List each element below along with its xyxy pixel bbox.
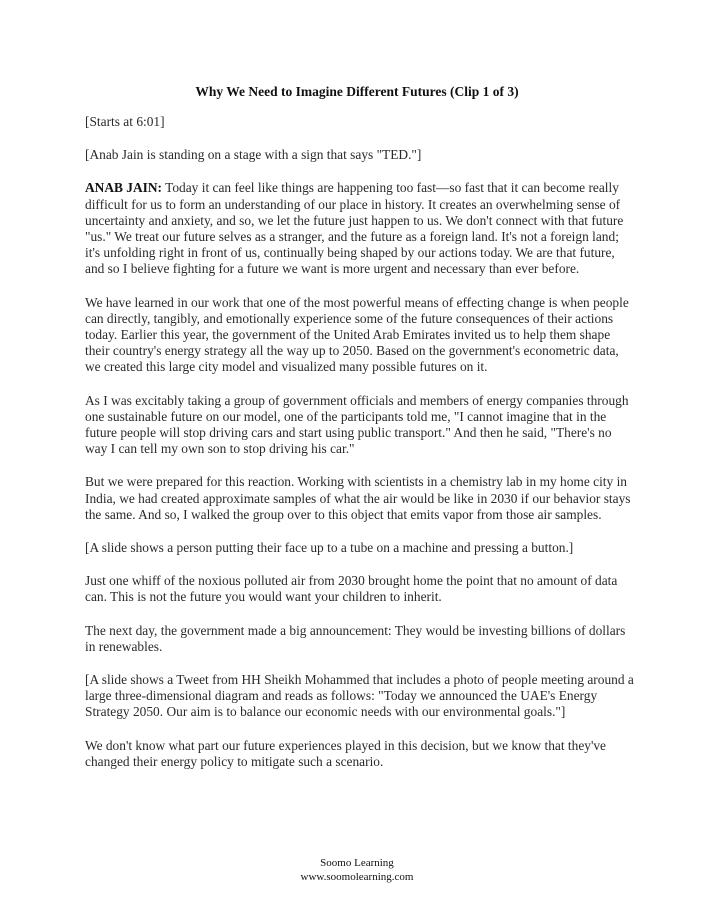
- paragraph-text: [A slide shows a Tweet from HH Sheikh Mohammed that includes a photo of people meeting around a large three-dimensional diagram and reads as follows: "Today we announced the UAE's Energy Strategy 2050. Our aim is to balance our economic needs with our environmental goals."]: [85, 672, 634, 720]
- transcript-paragraph: [85, 393, 635, 458]
- paragraph-text: Today it can feel like things are happening too fast—so fast that it can become really difficult for us to form an understanding of our place in history. It creates an overwhelming sense of uncertainty and anxiety, and so, we let the future just happen to us. We don't connect with that future "us." We treat our future selves as a stranger, and the future as a foreign land. It's not a foreign land; it's unfolding right in front of us, continually being shaped by our actions today. We are that future, and so I believe fighting for a future we want is more urgent and necessary than ever before.: [85, 180, 624, 277]
- paragraph-text: Just one whiff of the noxious polluted air from 2030 brought home the point that no amount of data can. This is not the future you would want your children to inherit.: [85, 573, 618, 605]
- speaker-label: ANAB JAIN:: [85, 180, 162, 196]
- transcript-paragraph: [85, 180, 635, 277]
- paragraph-text: [A slide shows a person putting their face up to a tube on a machine and pressing a button.]: [85, 540, 574, 556]
- transcript-body: [85, 114, 635, 787]
- paragraph-text: As I was excitably taking a group of government officials and members of energy companies through one sustainable future on our model, one of the participants told me, "I cannot imagine that in the future people will stop driving cars and start using public transport." And then he said, "There's no way I can tell my own son to stop driving his car.": [85, 392, 629, 457]
- transcript-paragraph: [85, 474, 635, 523]
- paragraph-text: We don't know what part our future experiences played in this decision, but we know that they've changed their energy policy to mitigate such a scenario.: [85, 737, 607, 769]
- transcript-paragraph: [85, 672, 635, 721]
- transcript-paragraph: [85, 573, 635, 605]
- paragraph-text: [Starts at 6:01]: [85, 114, 165, 129]
- paragraph-text: The next day, the government made a big announcement: They would be investing billions of dollars in renewables.: [85, 622, 626, 654]
- paragraph-text: [Anab Jain is standing on a stage with a sign that says "TED."]: [85, 147, 422, 163]
- transcript-paragraph: [85, 295, 635, 376]
- transcript-paragraph: [85, 738, 635, 770]
- transcript-paragraph: [85, 147, 635, 163]
- footer-url: www.soomolearning.com: [300, 871, 414, 883]
- transcript-paragraph: [85, 540, 635, 556]
- paragraph-text: We have learned in our work that one of the most powerful means of effecting change is when people can directly, tangibly, and emotionally experience some of the future consequences of their actions today. Earlier this year, the government of the United Arab Emirates invited us to help them shape their country's energy strategy all the way up to 2050. Based on the government's econometric data, we created this large city model and visualized many possible futures on it.: [85, 294, 629, 375]
- page-footer: [0, 856, 714, 884]
- paragraph-text: But we were prepared for this reaction. Working with scientists in a chemistry lab in my home city in India, we had created approximate samples of what the air would be like in 2030 if our behavior stays the same. And so, I walked the group over to this object that emits vapor from those air samples.: [85, 474, 631, 522]
- footer-brand: Soomo Learning: [320, 857, 394, 869]
- page-title: Why We Need to Imagine Different Futures (Clip 1 of 3): [195, 84, 519, 99]
- transcript-paragraph: [85, 623, 635, 655]
- transcript-paragraph: [85, 114, 635, 130]
